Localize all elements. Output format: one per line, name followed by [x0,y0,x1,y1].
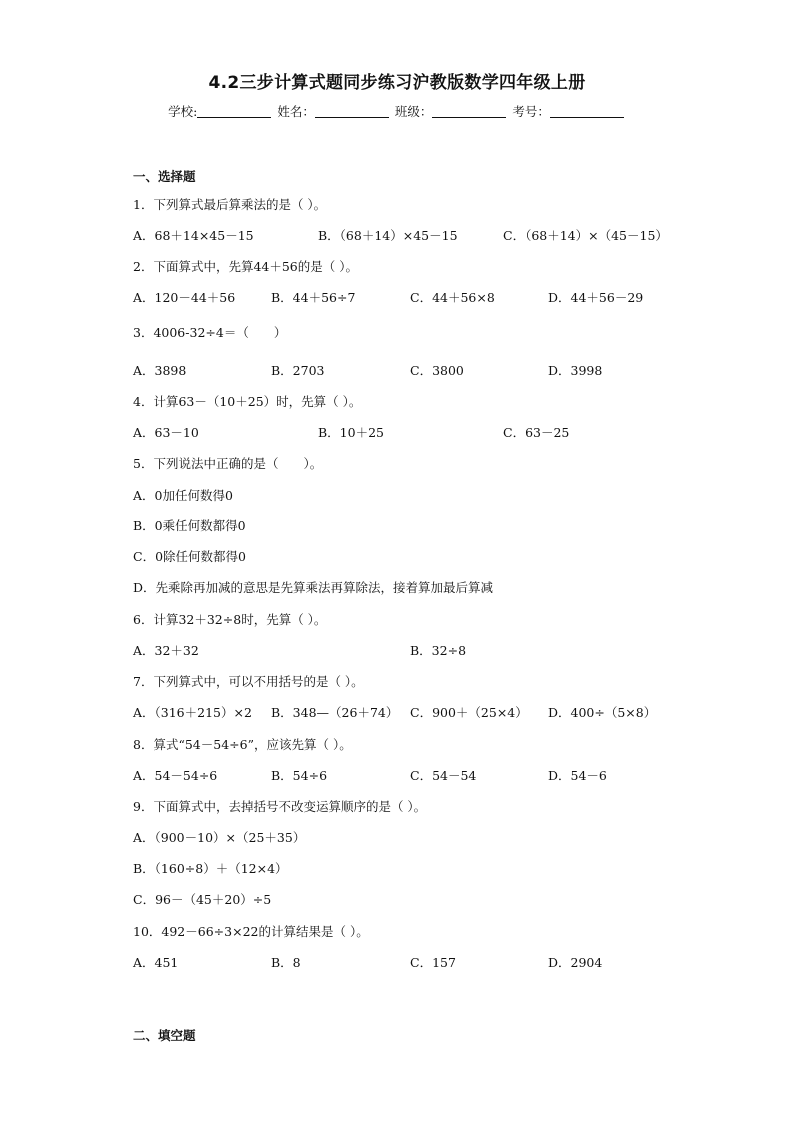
question-10-option-c[interactable]: C．157 [410,955,456,970]
question-stem-2: 2．下面算式中，先算44＋56的是（ ）。 [133,259,358,274]
question-stem-5: 5．下列说法中正确的是（ ）。 [133,456,323,471]
question-2-option-c[interactable]: C．44＋56×8 [410,290,495,305]
question-3-option-b[interactable]: B．2703 [271,363,325,378]
number-label: 考号： [512,104,550,119]
question-7-option-a[interactable]: A．（316＋215）×2 [133,705,252,720]
question-stem-9: 9．下面算式中，去掉括号不改变运算顺序的是（ ）。 [133,799,427,814]
question-5-option-a[interactable]: A．0加任何数得0 [133,488,233,503]
question-8-option-c[interactable]: C．54－54 [410,768,477,783]
question-2-option-b[interactable]: B．44＋56÷7 [271,290,356,305]
question-3-option-c[interactable]: C．3800 [410,363,464,378]
question-7-option-b[interactable]: B．348—（26＋74） [271,705,399,720]
question-stem-4: 4．计算63－（10＋25）时，先算（ ）。 [133,394,362,409]
question-2-option-a[interactable]: A．120－44＋56 [133,290,236,305]
question-1-option-b[interactable]: B．（68＋14）×45－15 [318,228,458,243]
question-5-option-b[interactable]: B．0乘任何数都得0 [133,518,246,533]
question-9-option-c[interactable]: C．96－（45＋20）÷5 [133,892,272,907]
name-label: 姓名： [277,104,315,119]
question-stem-8: 8．算式“54－54÷6”，应该先算（ ）。 [133,737,352,752]
question-4-option-c[interactable]: C．63－25 [503,425,570,440]
question-stem-1: 1．下列算式最后算乘法的是（ ）。 [133,197,327,212]
class-label: 班级： [394,104,433,119]
class-blank[interactable] [432,105,506,118]
section-heading-fill: 二、填空题 [133,1028,196,1043]
number-blank[interactable] [550,105,624,118]
school-blank[interactable] [197,105,271,118]
question-3-option-d[interactable]: D．3998 [548,363,603,378]
question-8-option-b[interactable]: B．54÷6 [271,768,328,783]
question-stem-7: 7．下列算式中，可以不用括号的是（ ）。 [133,674,364,689]
section-heading-choice: 一、选择题 [133,169,196,184]
question-stem-10: 10．492－66÷3×22的计算结果是（ ）。 [133,924,369,939]
question-9-option-b[interactable]: B．（160÷8）＋（12×4） [133,861,288,876]
question-4-option-a[interactable]: A．63－10 [133,425,199,440]
question-8-option-d[interactable]: D．54－6 [548,768,607,783]
question-4-option-b[interactable]: B．10＋25 [318,425,384,440]
name-blank[interactable] [315,105,389,118]
question-1-option-a[interactable]: A．68＋14×45－15 [133,228,254,243]
question-10-option-a[interactable]: A．451 [133,955,179,970]
page-title: 4.2三步计算式题同步练习沪教版数学四年级上册 [208,73,586,93]
question-7-option-d[interactable]: D．400÷（5×8） [548,705,657,720]
question-2-option-d[interactable]: D．44＋56－29 [548,290,644,305]
question-6-option-b[interactable]: B．32÷8 [410,643,467,658]
school-label: 学校: [168,104,198,119]
question-5-option-d[interactable]: D．先乘除再加减的意思是先算乘法再算除法，接着算加最后算减 [133,580,494,595]
question-10-option-b[interactable]: B．8 [271,955,301,970]
question-1-option-c[interactable]: C．（68＋14）×（45－15） [503,228,668,243]
question-9-option-a[interactable]: A．（900－10）×（25＋35） [133,830,306,845]
question-7-option-c[interactable]: C．900＋（25×4） [410,705,528,720]
question-stem-6: 6．计算32＋32÷8时，先算（ ）。 [133,612,327,627]
student-info-line [0,102,794,120]
question-10-option-d[interactable]: D．2904 [548,955,603,970]
question-8-option-a[interactable]: A．54－54÷6 [133,768,218,783]
question-5-option-c[interactable]: C．0除任何数都得0 [133,549,246,564]
question-6-option-a[interactable]: A．32＋32 [133,643,199,658]
question-3-option-a[interactable]: A．3898 [133,363,187,378]
question-stem-3: 3．4006-32÷4＝（ ） [133,325,287,340]
